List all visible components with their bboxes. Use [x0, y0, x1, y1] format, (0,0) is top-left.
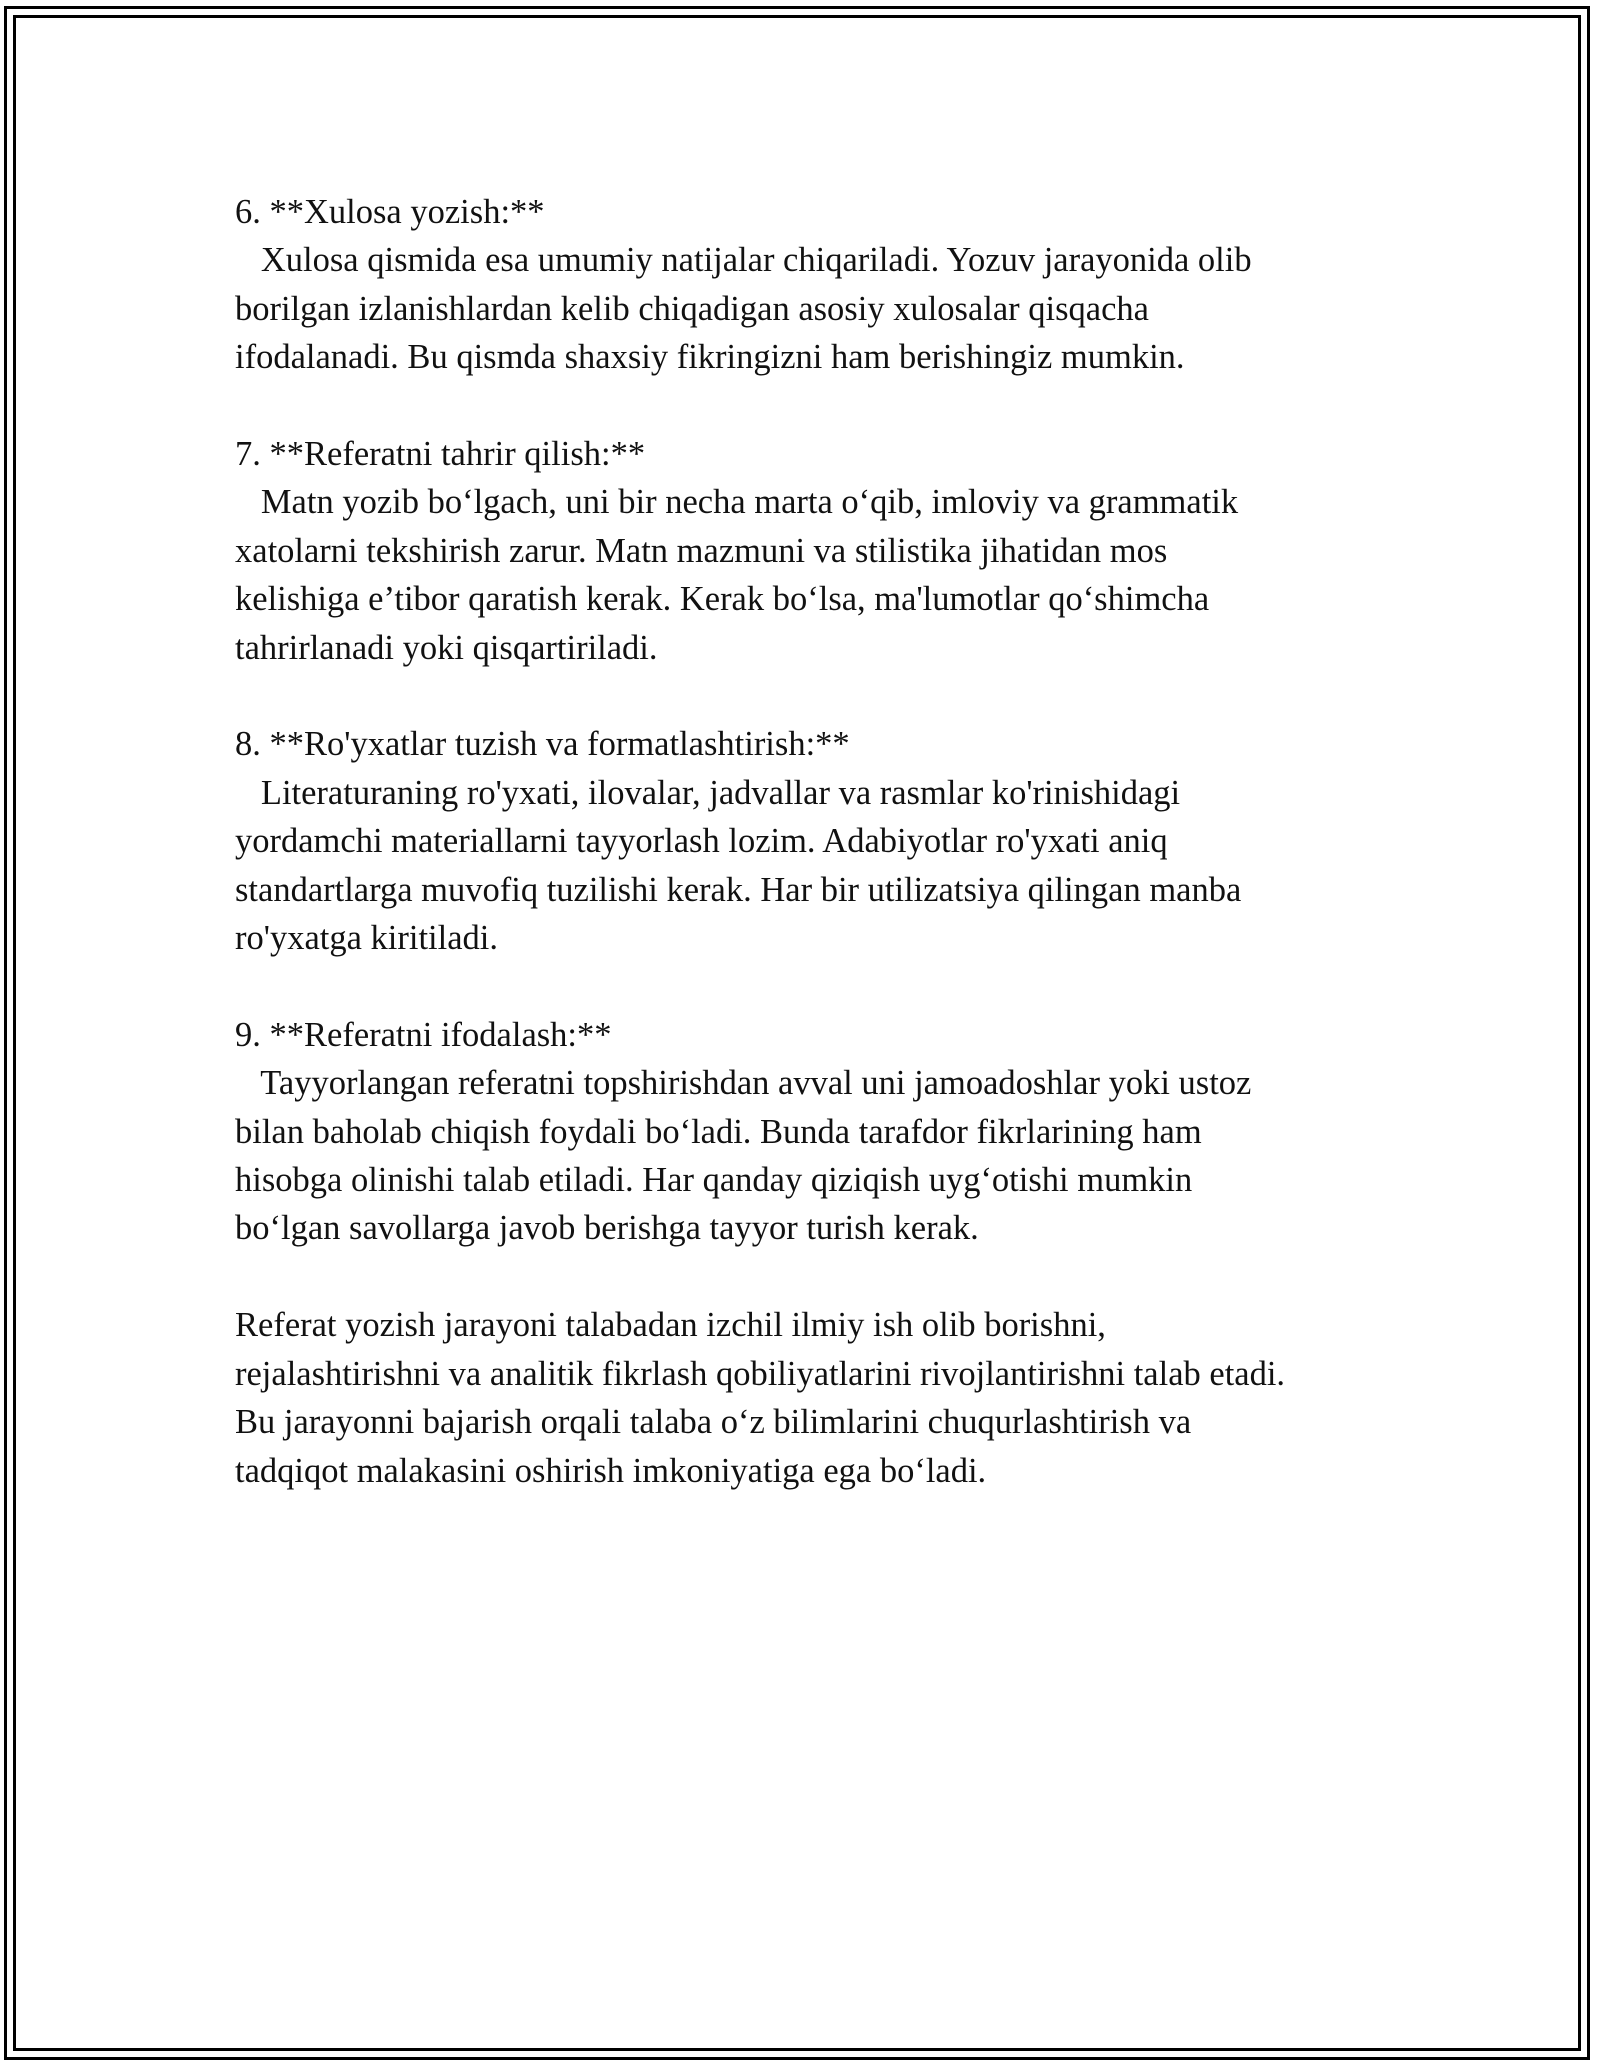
paragraph-line: borilgan izlanishlardan kelib chiqadigan asosiy xulosalar qisqacha: [235, 289, 1149, 328]
paragraph-line: tadqiqot malakasini oshirish imkoniyatiga ega bo‘ladi.: [235, 1451, 987, 1490]
paragraph-line: bilan baholab chiqish foydali bo‘ladi. Bunda tarafdor fikrlarining ham: [235, 1112, 1202, 1151]
paragraph-line: kelishiga e’tibor qaratish kerak. Kerak bo‘lsa, ma'lumotlar qo‘shimcha: [235, 580, 1210, 619]
paragraph-line: tahrirlanadi yoki qisqartiriladi.: [235, 628, 658, 667]
paragraph-line: standartlarga muvofiq tuzilishi kerak. Har bir utilizatsiya qilingan manba: [235, 870, 1242, 909]
conclusion-paragraph: [235, 1301, 1375, 1495]
section-heading: 9. **Referatni ifodalash:**: [235, 1015, 612, 1054]
paragraph-line: rejalashtirishni va analitik fikrlash qobiliyatlarini rivojlantirishni talab etadi.: [235, 1354, 1286, 1393]
paragraph-line: xatolarni tekshirish zarur. Matn mazmuni va stilistika jihatidan mos: [235, 531, 1168, 570]
paragraph-line: Literaturaning ro'yxati, ilovalar, jadvallar va rasmlar ko'rinishidagi: [235, 773, 1181, 812]
paragraph-line: bo‘lgan savollarga javob berishga tayyor turish kerak.: [235, 1209, 979, 1248]
section-heading: 7. **Referatni tahrir qilish:**: [235, 435, 646, 474]
section-xulosa-yozish: [235, 188, 1375, 382]
paragraph-line: ifodalanadi. Bu qismda shaxsiy fikringizni ham berishingiz mumkin.: [235, 338, 1185, 377]
paragraph-line: Bu jarayonni bajarish orqali talaba o‘z bilimlarini chuqurlashtirish va: [235, 1403, 1192, 1442]
paragraph-line: yordamchi materiallarni tayyorlash lozim. Adabiyotlar ro'yxati aniq: [235, 822, 1168, 861]
paragraph-line: Matn yozib bo‘lgach, uni bir necha marta o‘qib, imloviy va grammatik: [235, 483, 1239, 522]
paragraph-line: Tayyorlangan referatni topshirishdan avval uni jamoadoshlar yoki ustoz: [235, 1064, 1252, 1103]
section-referatni-ifodalash: [235, 1011, 1375, 1253]
section-referatni-tahrir-qilish: [235, 430, 1375, 672]
paragraph-line: ro'yxatga kiritiladi.: [235, 919, 498, 958]
section-heading: 8. **Ro'yxatlar tuzish va formatlashtirish:**: [235, 725, 850, 764]
paragraph-line: Xulosa qismida esa umumiy natijalar chiqariladi. Yozuv jarayonida olib: [235, 241, 1252, 280]
paragraph-line: hisobga olinishi talab etiladi. Har qanday qiziqish uyg‘otishi mumkin: [235, 1161, 1193, 1200]
paragraph-line: Referat yozish jarayoni talabadan izchil ilmiy ish olib borishni,: [235, 1306, 1106, 1345]
section-heading: 6. **Xulosa yozish:**: [235, 193, 545, 231]
section-royxatlar-tuzish: [235, 720, 1375, 962]
document-body: [235, 188, 1375, 1543]
